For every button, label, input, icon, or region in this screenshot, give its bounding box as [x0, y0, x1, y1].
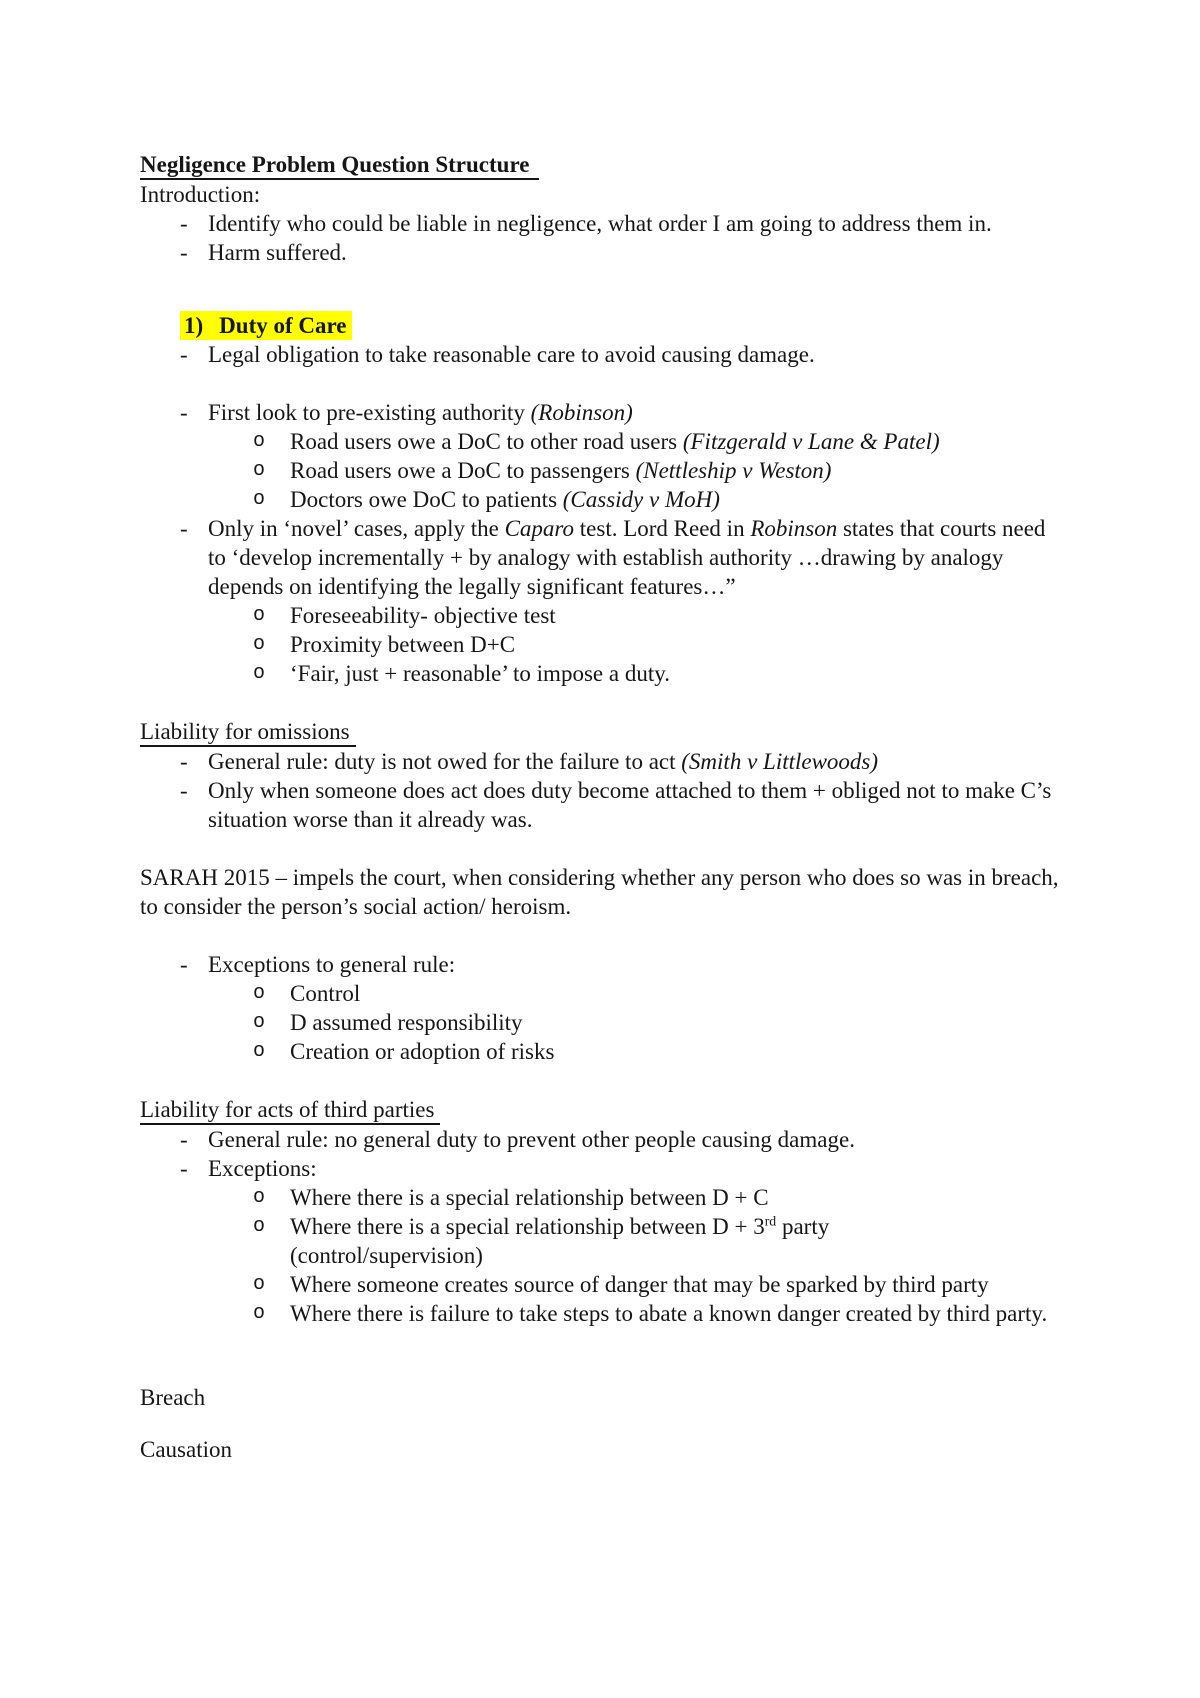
list-item	[140, 1183, 1066, 1212]
circle-bullet: o	[253, 430, 266, 453]
list-item	[140, 398, 1066, 427]
list-item	[140, 427, 1066, 456]
list-item-text: Foreseeability- objective test	[290, 603, 556, 628]
duty-heading-text: Duty of Care	[219, 313, 347, 338]
circle-bullet: o	[253, 1273, 266, 1296]
list-item-text: Only in ‘novel’ cases, apply the Caparo test. Lord Reed in Robinson states that courts need to ‘develop incrementally + by analogy with establish authority …drawing by analogy depends on identifying the legally significant features…”	[208, 516, 1046, 599]
introduction-label: Introduction:	[140, 182, 261, 207]
list-item-text: Road users owe a DoC to passengers (Nettleship v Weston)	[290, 458, 832, 483]
list-item-text: Proximity between D+C	[290, 632, 516, 657]
dash-bullet: -	[180, 342, 188, 367]
list-item-text: Control	[290, 981, 361, 1006]
duty-heading-highlight	[180, 311, 352, 340]
list-item	[140, 1037, 1066, 1066]
circle-bullet: o	[253, 1302, 266, 1325]
list-item	[140, 1154, 1066, 1183]
list-item	[140, 979, 1066, 1008]
list-item-text: Legal obligation to take reasonable care to avoid causing damage.	[208, 342, 815, 367]
dash-bullet: -	[180, 952, 188, 977]
dash-bullet: -	[180, 400, 188, 425]
omissions-section-heading-line	[140, 717, 1066, 747]
list-item	[140, 485, 1066, 514]
list-item-text: General rule: no general duty to prevent other people causing damage.	[208, 1127, 855, 1152]
list-item-text: Where there is a special relationship between D + C	[290, 1185, 769, 1210]
list-item-text: D assumed responsibility	[290, 1010, 523, 1035]
list-item	[140, 659, 1066, 688]
list-item	[140, 340, 1066, 369]
dash-bullet: -	[180, 1156, 188, 1181]
list-item	[140, 950, 1066, 979]
list-item	[140, 1125, 1066, 1154]
list-item-text: First look to pre-existing authority (Robinson)	[208, 400, 633, 425]
breach-heading: Breach	[140, 1385, 206, 1410]
list-item-text: Exceptions to general rule:	[208, 952, 456, 977]
omissions-section-heading: Liability for omissions	[140, 718, 356, 747]
list-item	[140, 776, 1066, 834]
duty-heading-line	[140, 311, 1066, 340]
list-item	[140, 514, 1066, 601]
document-title: Negligence Problem Question Structure	[140, 151, 539, 180]
list-item	[140, 1270, 1066, 1299]
list-item-text: Only when someone does act does duty become attached to them + obliged not to make C’s situation worse than it already was.	[208, 778, 1052, 832]
duty-heading-number: 1)	[184, 313, 204, 338]
circle-bullet: o	[253, 604, 266, 627]
list-item-text: Where someone creates source of danger that may be sparked by third party	[290, 1272, 989, 1297]
list-item-text: ‘Fair, just + reasonable’ to impose a duty.	[290, 661, 670, 686]
third-parties-section-heading: Liability for acts of third parties	[140, 1096, 440, 1125]
list-item-text: Doctors owe DoC to patients (Cassidy v MoH)	[290, 487, 720, 512]
sarah-paragraph: SARAH 2015 – impels the court, when considering whether any person who does so was in breach, to consider the person’s social action/ heroism.	[140, 865, 1059, 919]
list-item	[140, 1299, 1066, 1328]
list-item-text: Harm suffered.	[208, 240, 347, 265]
circle-bullet: o	[253, 459, 266, 482]
list-item-text: Where there is failure to take steps to abate a known danger created by third party.	[290, 1301, 1048, 1326]
list-item-text: Exceptions:	[208, 1156, 317, 1181]
circle-bullet: o	[253, 1040, 266, 1063]
list-item-text: General rule: duty is not owed for the failure to act (Smith v Littlewoods)	[208, 749, 879, 774]
circle-bullet: o	[253, 1186, 266, 1209]
third-parties-section-heading-line	[140, 1095, 1066, 1125]
list-item	[140, 747, 1066, 776]
list-item	[140, 601, 1066, 630]
list-item	[140, 1008, 1066, 1037]
circle-bullet: o	[253, 662, 266, 685]
dash-bullet: -	[180, 778, 188, 803]
dash-bullet: -	[180, 240, 188, 265]
list-item	[140, 630, 1066, 659]
list-item-text: Where there is a special relationship between D + 3rd party (control/supervision)	[290, 1213, 830, 1268]
list-item-text: Creation or adoption of risks	[290, 1039, 555, 1064]
dash-bullet: -	[180, 211, 188, 236]
circle-bullet: o	[253, 633, 266, 656]
circle-bullet: o	[253, 1011, 266, 1034]
dash-bullet: -	[180, 516, 188, 541]
dash-bullet: -	[180, 1127, 188, 1152]
dash-bullet: -	[180, 749, 188, 774]
list-item	[140, 456, 1066, 485]
list-item-text: Road users owe a DoC to other road users (Fitzgerald v Lane & Patel)	[290, 429, 940, 454]
circle-bullet: o	[253, 1215, 266, 1238]
list-item	[140, 238, 1066, 267]
causation-heading: Causation	[140, 1437, 232, 1462]
circle-bullet: o	[253, 982, 266, 1005]
list-item-text: Identify who could be liable in negligence, what order I am going to address them in.	[208, 211, 992, 236]
list-item	[140, 1212, 1066, 1270]
circle-bullet: o	[253, 488, 266, 511]
list-item	[140, 209, 1066, 238]
